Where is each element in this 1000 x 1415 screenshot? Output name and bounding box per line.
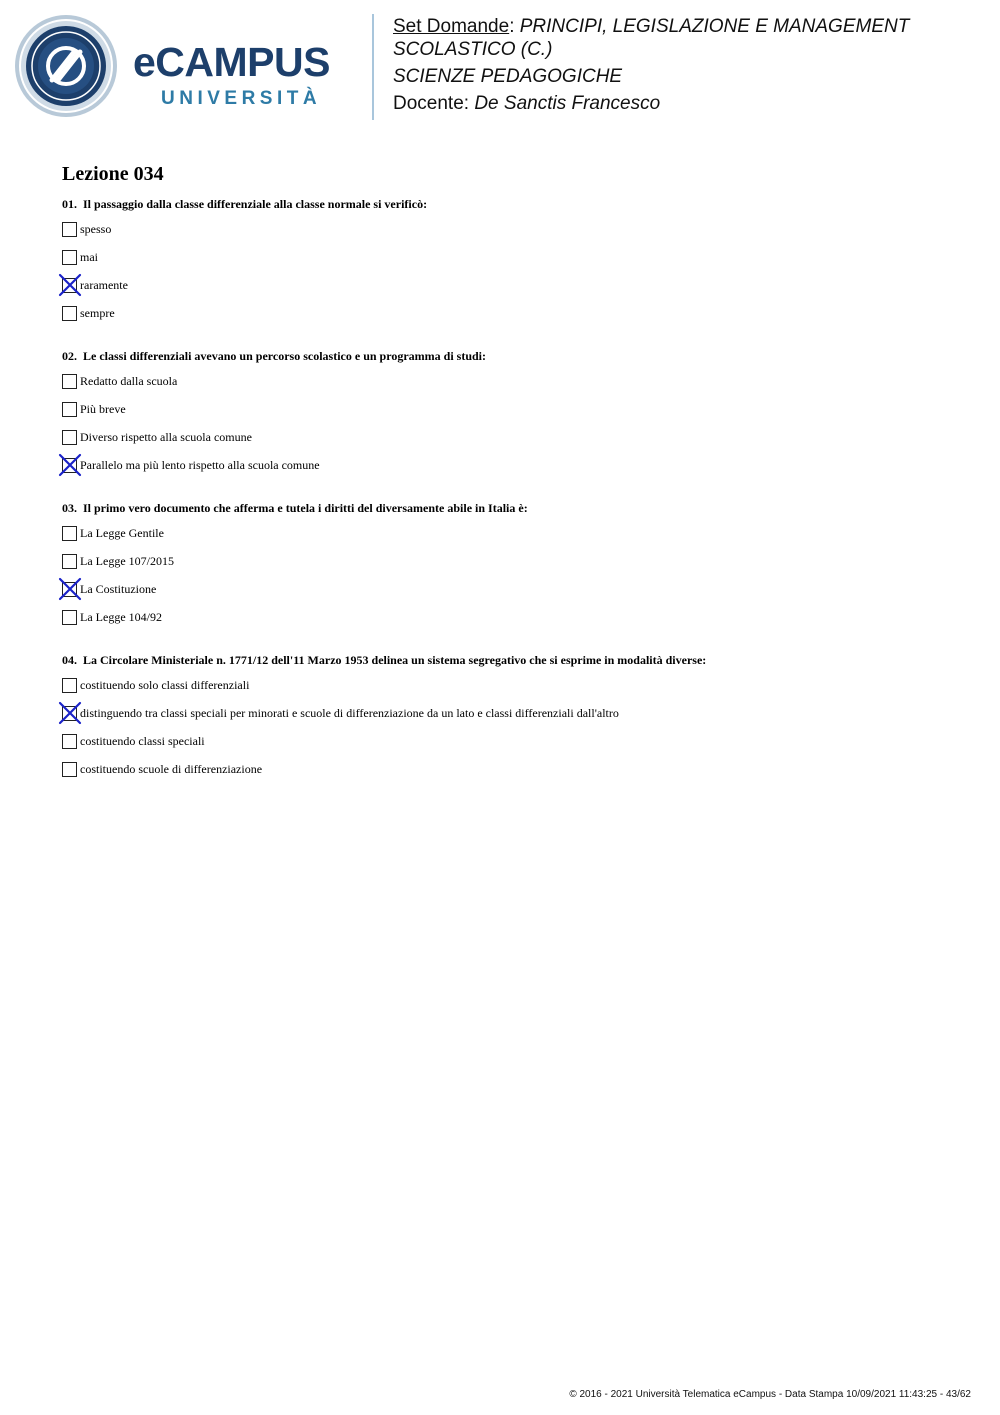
answer-label: La Legge Gentile xyxy=(80,526,164,540)
answer-label: La Legge 104/92 xyxy=(80,610,162,624)
page-footer: © 2016 - 2021 Università Telematica eCampus - Data Stampa 10/09/2021 11:43:25 - 43/62 xyxy=(569,1389,971,1400)
answer-option[interactable] xyxy=(62,248,962,276)
question-block xyxy=(62,349,962,484)
answer-label: Redatto dalla scuola xyxy=(80,374,178,388)
answer-checkbox[interactable] xyxy=(62,554,77,569)
university-seal-logo xyxy=(14,14,118,118)
answer-checkbox[interactable] xyxy=(62,250,77,265)
answer-option[interactable] xyxy=(62,704,962,732)
check-x-icon xyxy=(58,273,82,297)
answer-label: Parallelo ma più lento rispetto alla scuola comune xyxy=(80,458,320,472)
question-label: La Circolare Ministeriale n. 1771/12 dell'11 Marzo 1953 delinea un sistema segregativo che si esprime in modalità diverse: xyxy=(83,653,707,667)
answer-label: distinguendo tra classi speciali per minorati e scuole di differenziazione da un lato e classi differenziali dall'altro xyxy=(80,706,619,720)
question-number: 03. xyxy=(62,501,77,515)
brand-subtitle: UNIVERSITÀ xyxy=(161,88,322,109)
course-title-line-2: SCOLASTICO (C.) xyxy=(393,39,553,60)
answer-checkbox[interactable] xyxy=(62,734,77,749)
brand-name: eCAMPUS xyxy=(133,39,330,85)
answer-checkbox[interactable] xyxy=(62,762,77,777)
answer-option[interactable] xyxy=(62,276,962,304)
answer-option[interactable] xyxy=(62,220,962,248)
answer-label: Più breve xyxy=(80,402,126,416)
question-label: Il primo vero documento che afferma e tutela i diritti del diversamente abile in Italia è: xyxy=(83,501,528,515)
question-text xyxy=(62,653,962,667)
answer-option[interactable] xyxy=(62,676,962,704)
answer-label: spesso xyxy=(80,222,112,236)
question-text xyxy=(62,349,962,363)
answer-option[interactable] xyxy=(62,608,962,636)
page-header xyxy=(0,0,1000,130)
question-number: 04. xyxy=(62,653,77,667)
answer-label: mai xyxy=(80,250,98,264)
answer-option[interactable] xyxy=(62,760,962,788)
answer-label: costituendo classi speciali xyxy=(80,734,205,748)
answer-label: La Costituzione xyxy=(80,582,157,596)
answer-checkbox[interactable] xyxy=(62,222,77,237)
answer-option[interactable] xyxy=(62,456,962,484)
teacher-line xyxy=(393,92,983,115)
question-block xyxy=(62,501,962,636)
degree-name: SCIENZE PEDAGOGICHE xyxy=(393,66,623,87)
set-separator: : xyxy=(509,16,515,37)
course-name: PRINCIPI, LEGISLAZIONE E MANAGEMENT xyxy=(519,16,910,37)
question-number: 01. xyxy=(62,197,77,211)
answer-checkbox[interactable] xyxy=(62,526,77,541)
course-title-line-1 xyxy=(393,15,983,38)
teacher-name: De Sanctis Francesco xyxy=(474,93,661,114)
answer-option[interactable] xyxy=(62,552,962,580)
course-info xyxy=(393,15,983,115)
question-block xyxy=(62,653,962,788)
set-label: Set Domande xyxy=(393,16,510,37)
answer-option[interactable] xyxy=(62,524,962,552)
answer-option[interactable] xyxy=(62,304,962,332)
question-label: Il passaggio dalla classe differenziale alla classe normale si verificò: xyxy=(83,197,428,211)
answer-option[interactable] xyxy=(62,732,962,760)
question-number: 02. xyxy=(62,349,77,363)
answer-checkbox[interactable] xyxy=(62,306,77,321)
answer-checkbox[interactable] xyxy=(62,402,77,417)
check-x-icon xyxy=(58,577,82,601)
answer-checkbox[interactable] xyxy=(62,678,77,693)
answer-checkbox[interactable] xyxy=(62,430,77,445)
answer-option[interactable] xyxy=(62,400,962,428)
teacher-label: Docente: xyxy=(393,93,470,114)
answer-label: Diverso rispetto alla scuola comune xyxy=(80,430,252,444)
answer-label: costituendo solo classi differenziali xyxy=(80,678,250,692)
answer-checkbox[interactable] xyxy=(62,610,77,625)
check-x-icon xyxy=(58,701,82,725)
header-divider xyxy=(372,14,374,120)
quiz-content xyxy=(62,162,962,805)
brand-logo xyxy=(133,40,358,112)
answer-label: raramente xyxy=(80,278,128,292)
answer-label: costituendo scuole di differenziazione xyxy=(80,762,263,776)
answer-option[interactable] xyxy=(62,372,962,400)
question-text xyxy=(62,501,962,515)
answer-label: La Legge 107/2015 xyxy=(80,554,174,568)
lesson-title: Lezione 034 xyxy=(62,163,164,185)
check-x-icon xyxy=(58,453,82,477)
question-label: Le classi differenziali avevano un percorso scolastico e un programma di studi: xyxy=(83,349,486,363)
question-block xyxy=(62,197,962,332)
answer-checkbox[interactable] xyxy=(62,374,77,389)
answer-option[interactable] xyxy=(62,580,962,608)
answer-label: sempre xyxy=(80,306,115,320)
question-text xyxy=(62,197,962,211)
answer-option[interactable] xyxy=(62,428,962,456)
